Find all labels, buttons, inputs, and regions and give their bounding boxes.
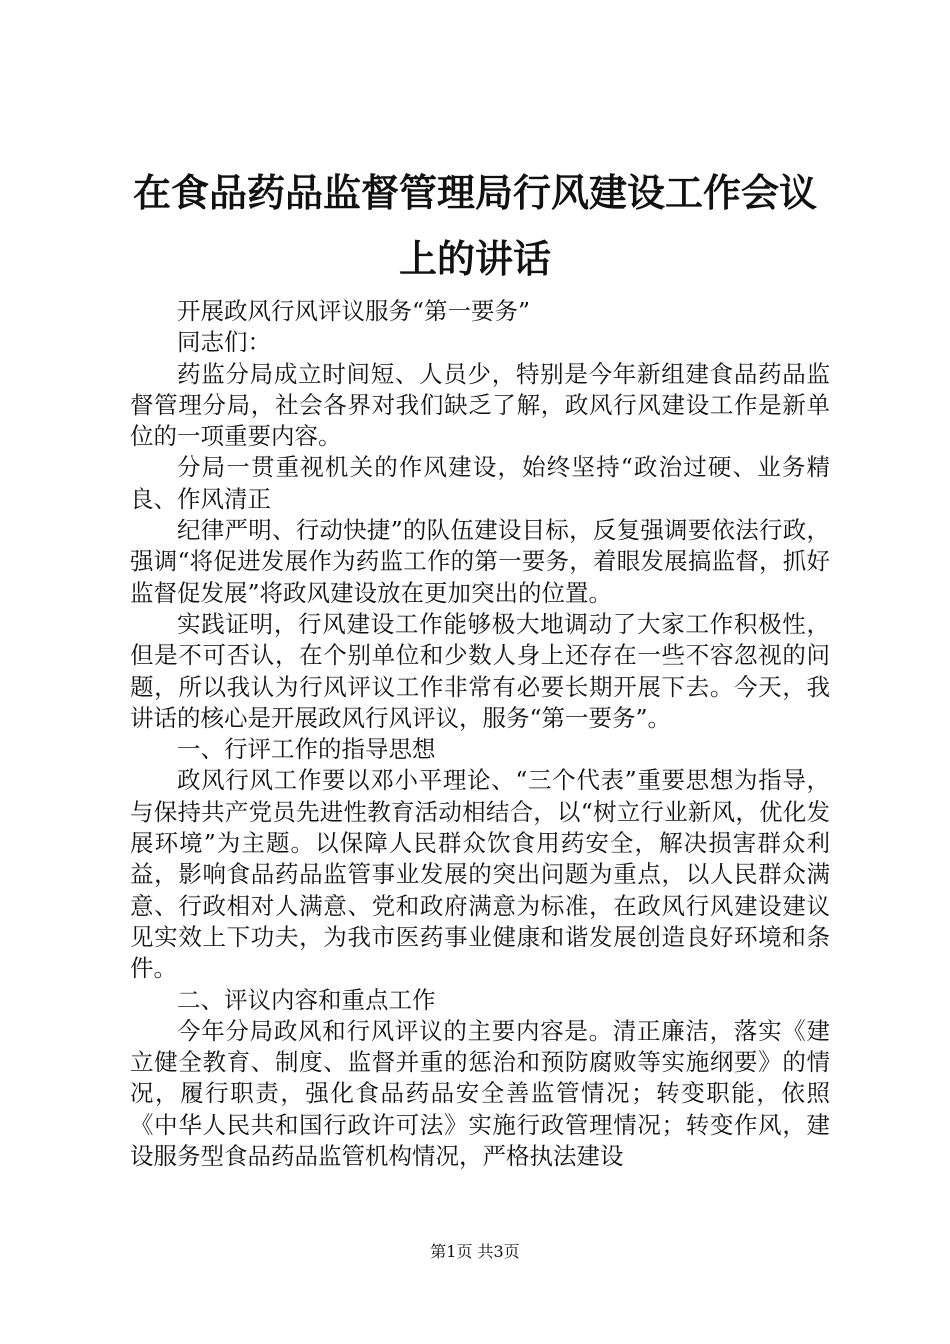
paragraph: 纪律严明、行动快捷”的队伍建设目标，反复强调要依法行政，强调“将促进发展作为药监工作的第一要务，着眼发展搞监督，抓好监督促发展”将政风建设放在更加突出的位置。 (130, 516, 830, 607)
page-number-footer: 第1页 共3页 (430, 1242, 520, 1261)
paragraph-subtitle: 开展政风行风评议服务“第一要务” (177, 297, 531, 325)
paragraph: 今年分局政风和行风评议的主要内容是。清正廉洁，落实《建立健全教育、制度、监督并重的惩治和预防腐败等实施纲要》的情况，履行职责，强化食品药品安全善监管情况；转变职能，依照《中华人民共和国行政许可法》实施行政管理情况；转变作风，建设服务型食品药品监管机构情况，严格执法建设 (130, 1016, 830, 1171)
document-body (130, 296, 830, 1172)
section-heading: 二、评议内容和重点工作 (177, 985, 436, 1014)
paragraph: 药监分局成立时间短、人员少，特别是今年新组建食品药品监督管理分局，社会各界对我们缺乏了解，政风行风建设工作是新单位的一项重要内容。 (130, 359, 830, 451)
paragraph: 政风行风工作要以邓小平理论、“三个代表”重要思想为指导，与保持共产党员先进性教育活动相结合，以“树立行业新风，优化发展环境”为主题。以保障人民群众饮食用药安全，解决损害群众利益，影响食品药品监管事业发展的突出问题为重点，以人民群众满意、行政相对人满意、党和政府满意为标准，在政风行风建设建议见实效上下功夫，为我市医药事业健康和谐发展创造良好环境和条件。 (130, 766, 830, 983)
section-heading: 一、行评工作的指导思想 (177, 735, 436, 764)
document-title: 在食品药品监督管理局行风建设工作会议上的讲话 (132, 170, 817, 281)
paragraph-salutation: 同志们： (177, 328, 271, 357)
paragraph: 分局一贯重视机关的作风建设，始终坚持“政治过硬、业务精良、作风清正 (130, 453, 830, 513)
paragraph: 实践证明，行风建设工作能够极大地调动了大家工作积极性，但是不可否认，在个别单位和少数人身上还存在一些不容忽视的问题，所以我认为行风评议工作非常有必要长期开展下去。今天，我讲话的核心是开展政风行风评议，服务“第一要务”。 (130, 609, 830, 732)
